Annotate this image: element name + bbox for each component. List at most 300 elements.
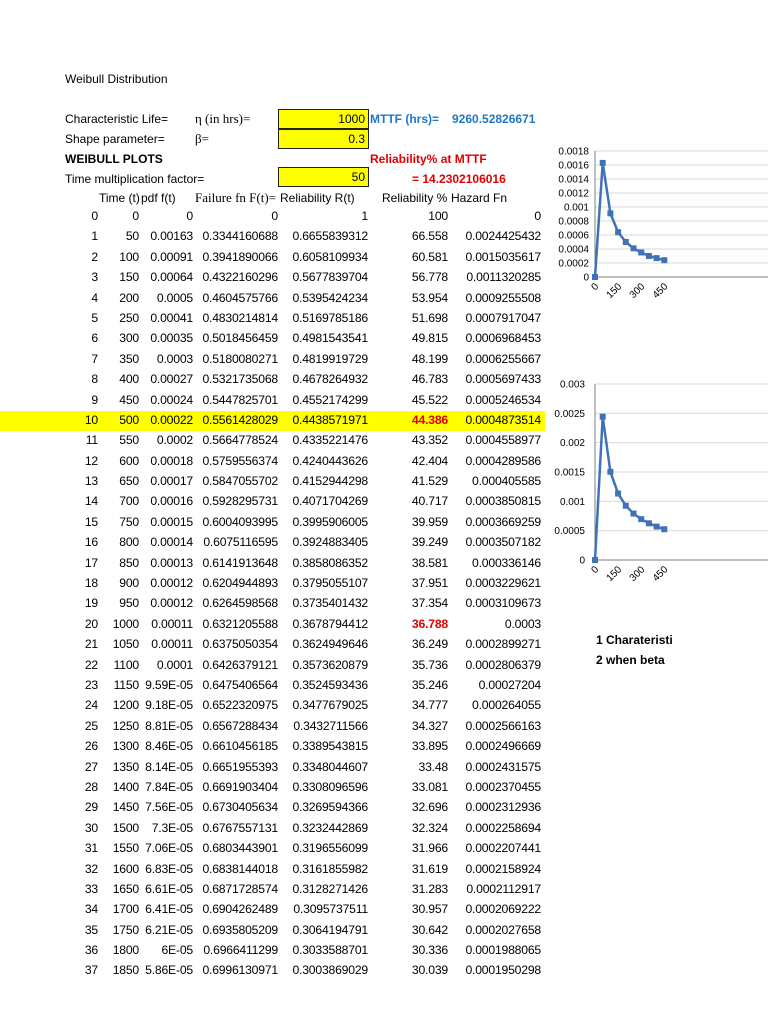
table-cell[interactable]: 0.6691903404 (202, 779, 278, 794)
table-cell[interactable]: 19 (84, 596, 98, 611)
table-cell[interactable]: 48.199 (411, 351, 448, 366)
data-point (592, 557, 598, 563)
table-cell[interactable]: 0.6141913648 (202, 555, 278, 570)
table-cell[interactable]: 0.3678794412 (292, 616, 368, 631)
table-cell[interactable]: 1050 (112, 637, 139, 652)
table-cell[interactable]: 1800 (112, 943, 139, 958)
table-cell[interactable]: 1150 (113, 677, 139, 692)
table-cell[interactable]: 900 (119, 576, 139, 591)
table-cell[interactable]: 0.4604575766 (202, 290, 278, 305)
table-cell[interactable]: 0.5395424234 (292, 290, 368, 305)
table-cell[interactable]: 30.957 (411, 902, 448, 917)
table-cell[interactable]: 29 (84, 800, 98, 815)
y-tick-label: 0 (579, 555, 585, 567)
beta-label: β= (195, 131, 209, 146)
table-cell[interactable]: 100 (119, 249, 139, 264)
table-cell[interactable]: 0.6730405634 (202, 800, 278, 815)
table-row (0, 778, 545, 798)
header-hazard: Hazard Fn (451, 191, 508, 205)
table-cell[interactable]: 0.6475406564 (202, 677, 278, 692)
table-cell[interactable]: 0.0003507182 (465, 535, 541, 550)
table-cell[interactable]: 0.6058109934 (292, 249, 368, 264)
time-mult-input[interactable]: 50 (278, 167, 369, 187)
table-cell[interactable]: 0.0002069222 (465, 902, 541, 917)
table-cell[interactable]: 8 (91, 372, 98, 387)
table-cell[interactable]: 0.6375050354 (202, 637, 278, 652)
table-cell[interactable]: 0.000264055 (472, 698, 541, 713)
char-life-label: Characteristic Life= (65, 112, 169, 126)
table-cell[interactable]: 350 (119, 351, 139, 366)
table-cell[interactable]: 60.581 (411, 249, 448, 264)
table-cell[interactable]: 800 (119, 535, 139, 550)
table-cell[interactable]: 0.6651955393 (202, 759, 278, 774)
table-cell[interactable]: 24 (84, 698, 98, 713)
table-cell[interactable]: 9.18E-05 (145, 698, 193, 713)
table-cell[interactable]: 0.3064194791 (292, 922, 368, 937)
table-cell[interactable]: 1600 (112, 861, 139, 876)
table-cell[interactable]: 0.6426379121 (202, 657, 278, 672)
table-cell[interactable]: 1550 (112, 841, 139, 856)
table-cell[interactable]: 8.81E-05 (145, 718, 193, 733)
table-cell[interactable]: 500 (119, 412, 139, 427)
table-cell[interactable]: 1700 (112, 902, 139, 917)
table-cell[interactable]: 0.0002899271 (465, 637, 541, 652)
table-cell[interactable]: 0.6904262489 (202, 902, 278, 917)
table-cell[interactable]: 34.777 (411, 698, 448, 713)
table-cell[interactable]: 0.6075116595 (203, 535, 278, 550)
table-cell[interactable]: 0.0024425432 (465, 229, 541, 244)
table-cell[interactable]: 0.0003850815 (465, 494, 541, 509)
table-cell[interactable]: 35.736 (411, 657, 448, 672)
table-row (0, 880, 545, 900)
table-cell[interactable]: 10 (84, 412, 98, 427)
table-cell[interactable]: 0.4819919729 (292, 351, 368, 366)
table-cell[interactable]: 0.00016 (150, 494, 193, 509)
table-cell[interactable]: 1400 (112, 779, 139, 794)
table-cell[interactable]: 0.3924883405 (292, 535, 368, 550)
table-cell[interactable]: 0 (534, 209, 541, 223)
table-cell[interactable]: 0.6610456185 (202, 739, 278, 754)
table-cell[interactable]: 14 (84, 494, 98, 509)
table-cell[interactable]: 0.3161855982 (292, 861, 368, 876)
beta-input[interactable]: 0.3 (278, 129, 369, 149)
table-cell[interactable]: 0.4678264932 (292, 372, 368, 387)
table-cell[interactable]: 0.0015035617 (465, 249, 541, 264)
table-cell[interactable]: 0.6803443901 (202, 841, 278, 856)
table-cell[interactable]: 5 (91, 310, 98, 325)
table-cell[interactable]: 0.00027204 (478, 677, 541, 692)
table-cell[interactable]: 37.354 (411, 596, 448, 611)
table-cell[interactable]: 0.0002370455 (465, 779, 541, 794)
table-cell[interactable]: 0.3348044607 (292, 759, 368, 774)
table-cell[interactable]: 0.5321735068 (202, 372, 278, 387)
table-cell[interactable]: 6.83E-05 (145, 861, 193, 876)
table-cell[interactable]: 0.0003229621 (465, 576, 541, 591)
table-cell[interactable]: 7.3E-05 (151, 820, 193, 835)
table-cell[interactable]: 0.00027 (150, 372, 193, 387)
y-tick-label: 0.002 (559, 438, 585, 450)
mttf-value: 9260.52826671 (452, 112, 536, 126)
table-cell[interactable]: 0.00015 (150, 514, 193, 529)
table-cell[interactable]: 31.619 (411, 861, 448, 876)
table-row (0, 921, 545, 941)
table-cell[interactable]: 39.959 (411, 514, 448, 529)
table-cell[interactable]: 0.5169785186 (292, 310, 368, 325)
table-cell[interactable]: 0.0001988065 (465, 943, 541, 958)
table-cell[interactable]: 0.5928295731 (202, 494, 278, 509)
table-cell[interactable]: 0.3432711566 (293, 718, 368, 733)
table-cell[interactable]: 0.0002312936 (465, 800, 541, 815)
table-cell[interactable]: 0.000405585 (472, 474, 541, 489)
table-cell[interactable]: 1300 (112, 739, 139, 754)
table-cell[interactable]: 0.3941890066 (202, 249, 278, 264)
table-cell[interactable]: 0.0003669259 (465, 514, 541, 529)
table-cell[interactable]: 0.0005 (156, 290, 193, 305)
table-cell[interactable]: 0.0002806379 (465, 657, 541, 672)
table-cell[interactable]: 45.522 (411, 392, 448, 407)
hazard-chart (545, 372, 768, 604)
table-cell[interactable]: 1000 (112, 616, 139, 631)
table-cell[interactable]: 13 (84, 474, 98, 489)
table-cell[interactable]: 32.324 (411, 820, 448, 835)
table-cell[interactable]: 6E-05 (161, 943, 193, 958)
table-row (0, 676, 545, 696)
table-cell[interactable]: 0.6004093995 (202, 514, 278, 529)
table-cell[interactable]: 9 (91, 392, 98, 407)
table-cell[interactable]: 0.00011 (151, 616, 193, 631)
table-row (0, 635, 545, 655)
table-cell[interactable]: 0.4335221476 (292, 433, 368, 448)
y-tick-label: 0.0005 (554, 526, 585, 538)
table-cell[interactable]: 400 (119, 372, 139, 387)
table-cell[interactable]: 0.0002112917 (466, 881, 541, 896)
table-cell[interactable]: 44.386 (411, 412, 448, 427)
table-cell[interactable]: 0.0003 (156, 351, 193, 366)
table-cell[interactable]: 0.0002158924 (465, 861, 541, 876)
table-cell[interactable]: 0.0002566163 (465, 718, 541, 733)
table-cell[interactable]: 6.21E-05 (145, 922, 193, 937)
table-cell[interactable]: 0.3389543815 (292, 739, 368, 754)
table-cell[interactable]: 0.0004558977 (465, 433, 541, 448)
table-cell[interactable]: 0.5677839704 (292, 270, 368, 285)
table-cell[interactable]: 8.46E-05 (145, 739, 193, 754)
table-cell[interactable]: 0.00017 (150, 474, 193, 489)
table-cell[interactable]: 0.0011320285 (466, 270, 541, 285)
table-cell[interactable]: 8.14E-05 (145, 759, 193, 774)
table-cell[interactable]: 300 (119, 331, 139, 346)
table-cell[interactable]: 0.3344160688 (202, 229, 278, 244)
table-row (0, 391, 545, 411)
table-cell[interactable]: 0.3095737511 (293, 902, 368, 917)
table-cell[interactable]: 1 (361, 209, 368, 223)
table-cell[interactable]: 7.56E-05 (145, 800, 193, 815)
table-cell[interactable]: 0.0004289586 (465, 453, 541, 468)
table-cell[interactable]: 31 (84, 841, 98, 856)
table-cell[interactable]: 0.3795055107 (292, 576, 368, 591)
header-reliability: Reliability R(t) (280, 191, 355, 205)
table-cell[interactable]: 0.5664778524 (202, 433, 278, 448)
table-cell[interactable]: 0.6966411299 (203, 943, 278, 958)
table-cell[interactable]: 1850 (112, 963, 139, 978)
table-cell[interactable]: 0.6264598568 (202, 596, 278, 611)
table-cell[interactable]: 53.954 (411, 290, 448, 305)
table-cell[interactable]: 0.00014 (150, 535, 193, 550)
table-cell[interactable]: 0.0006255667 (465, 351, 541, 366)
table-cell[interactable]: 100 (428, 209, 448, 223)
table-cell[interactable]: 30.642 (411, 922, 448, 937)
table-cell[interactable]: 56.778 (411, 270, 448, 285)
table-cell[interactable]: 0.0001 (156, 657, 193, 672)
table-cell[interactable]: 66.558 (411, 229, 448, 244)
table-row (0, 798, 545, 818)
table-cell[interactable]: 49.815 (411, 331, 448, 346)
table-cell[interactable]: 750 (119, 514, 139, 529)
table-cell[interactable]: 0.0006968453 (465, 331, 541, 346)
table-cell[interactable]: 0.000336146 (472, 555, 541, 570)
table-cell[interactable]: 0.4552174299 (292, 392, 368, 407)
table-cell[interactable]: 0.5018456459 (202, 331, 278, 346)
table-cell[interactable]: 1100 (113, 657, 139, 672)
table-cell[interactable]: 0.6567288434 (202, 718, 278, 733)
table-row (0, 227, 545, 247)
table-cell[interactable]: 34 (84, 902, 98, 917)
table-cell[interactable]: 0.3196556099 (292, 841, 368, 856)
data-point (654, 524, 660, 530)
data-point (654, 255, 660, 261)
table-cell[interactable]: 30 (84, 820, 98, 835)
header-pdf: pdf f(t) (141, 191, 176, 205)
table-cell[interactable]: 33 (84, 881, 98, 896)
table-cell[interactable]: 2 (91, 249, 98, 264)
table-cell[interactable]: 40.717 (411, 494, 448, 509)
table-cell[interactable]: 1250 (112, 718, 139, 733)
table-cell[interactable]: 18 (84, 576, 98, 591)
table-cell[interactable]: 0.3269594366 (292, 800, 368, 815)
table-cell[interactable]: 0.3858086352 (292, 555, 368, 570)
table-cell[interactable]: 0.0007917047 (465, 310, 541, 325)
table-cell[interactable]: 33.081 (411, 779, 448, 794)
note-2: 2 when beta (596, 653, 665, 667)
table-cell[interactable]: 30.336 (411, 943, 448, 958)
table-cell[interactable]: 1200 (112, 698, 139, 713)
table-cell[interactable]: 36.249 (411, 637, 448, 652)
table-cell[interactable]: 32 (84, 861, 98, 876)
table-cell[interactable]: 0.00013 (150, 555, 193, 570)
table-cell[interactable]: 0.4240443626 (292, 453, 368, 468)
table-cell[interactable]: 6.61E-05 (145, 881, 193, 896)
table-cell[interactable]: 0.0002207441 (465, 841, 541, 856)
y-tick-label: 0.0014 (558, 174, 589, 186)
eta-input[interactable]: 1000 (278, 109, 369, 129)
x-tick-label: 0 (589, 281, 602, 294)
table-cell[interactable]: 22 (84, 657, 98, 672)
table-cell[interactable]: 3 (91, 270, 98, 285)
x-tick-label: 150 (604, 564, 625, 584)
table-cell[interactable]: 0.6871728574 (202, 881, 278, 896)
table-cell[interactable]: 950 (119, 596, 139, 611)
table-cell[interactable]: 7.84E-05 (145, 779, 193, 794)
table-cell[interactable]: 32.696 (411, 800, 448, 815)
table-cell[interactable]: 4 (91, 290, 98, 305)
table-row (0, 513, 545, 533)
table-cell[interactable]: 31.283 (411, 881, 448, 896)
table-cell[interactable]: 28 (84, 779, 98, 794)
table-cell[interactable]: 9.59E-05 (145, 677, 193, 692)
table-cell[interactable]: 15 (84, 514, 98, 529)
table-cell[interactable]: 41.529 (411, 474, 448, 489)
table-cell[interactable]: 0.00011 (151, 637, 193, 652)
table-cell[interactable]: 26 (84, 739, 98, 754)
table-cell[interactable]: 1450 (112, 800, 139, 815)
table-cell[interactable]: 0.0003109673 (465, 596, 541, 611)
table-cell[interactable]: 33.895 (411, 739, 448, 754)
table-cell[interactable]: 0.00012 (150, 596, 193, 611)
table-cell[interactable]: 0.3232442869 (292, 820, 368, 835)
table-cell[interactable]: 0.6767557131 (202, 820, 278, 835)
table-cell[interactable]: 650 (119, 474, 139, 489)
table-cell[interactable]: 250 (119, 310, 139, 325)
table-cell[interactable]: 0.0002496669 (465, 739, 541, 754)
table-cell[interactable]: 0 (271, 209, 278, 223)
table-cell[interactable]: 0.5759556374 (202, 453, 278, 468)
table-cell[interactable]: 0.0009255508 (465, 290, 541, 305)
table-cell[interactable]: 30.039 (411, 963, 448, 978)
table-cell[interactable]: 7.06E-05 (145, 841, 193, 856)
table-cell[interactable]: 550 (119, 433, 139, 448)
table-cell[interactable]: 0 (186, 209, 193, 223)
table-cell[interactable]: 31.966 (411, 841, 448, 856)
table-cell[interactable]: 7 (91, 351, 98, 366)
table-cell[interactable]: 0.0003 (504, 616, 541, 631)
table-cell[interactable]: 0.00012 (150, 576, 193, 591)
table-cell[interactable]: 46.783 (411, 372, 448, 387)
table-cell[interactable]: 0.3624949646 (292, 637, 368, 652)
table-cell[interactable]: 12 (84, 453, 98, 468)
table-cell[interactable]: 0.0005246534 (465, 392, 541, 407)
table-cell[interactable]: 0.4071704269 (292, 494, 368, 509)
table-cell[interactable]: 1350 (112, 759, 139, 774)
table-cell[interactable]: 0.0002431575 (465, 759, 541, 774)
x-tick-label: 450 (650, 281, 671, 301)
table-cell[interactable]: 0.3573620879 (292, 657, 368, 672)
table-cell[interactable]: 36 (84, 943, 98, 958)
table-cell[interactable]: 0.3735401432 (292, 596, 368, 611)
table-cell[interactable]: 1750 (112, 922, 139, 937)
table-cell[interactable]: 0.6996130971 (202, 963, 278, 978)
table-cell[interactable]: 36.788 (411, 616, 448, 631)
table-cell[interactable]: 0.4981543541 (292, 331, 368, 346)
table-cell[interactable]: 0.00091 (150, 249, 193, 264)
table-cell[interactable]: 0.5180080271 (202, 351, 278, 366)
table-cell[interactable]: 0.5447825701 (202, 392, 278, 407)
table-cell[interactable]: 17 (84, 555, 98, 570)
table-cell[interactable]: 0.0002027658 (465, 922, 541, 937)
table-cell[interactable]: 200 (119, 290, 139, 305)
table-cell[interactable]: 16 (84, 535, 98, 550)
table-cell[interactable]: 0.6321205588 (202, 616, 278, 631)
table-cell[interactable]: 150 (119, 270, 139, 285)
table-cell[interactable]: 0.6935805209 (202, 922, 278, 937)
table-cell[interactable]: 0.3995906005 (292, 514, 368, 529)
table-cell[interactable]: 50 (125, 229, 139, 244)
table-cell[interactable]: 11 (85, 433, 98, 448)
table-cell[interactable]: 25 (84, 718, 98, 733)
table-cell[interactable]: 23 (84, 677, 98, 692)
table-cell[interactable]: 51.698 (411, 310, 448, 325)
table-row (0, 411, 545, 431)
table-cell[interactable]: 0.0005697433 (465, 372, 541, 387)
table-cell[interactable]: 0.00022 (150, 412, 193, 427)
table-cell[interactable]: 33.48 (418, 759, 448, 774)
table-cell[interactable]: 6 (91, 331, 98, 346)
table-cell[interactable]: 0.00064 (150, 270, 193, 285)
table-cell[interactable]: 35.246 (411, 677, 448, 692)
table-cell[interactable]: 1500 (112, 820, 139, 835)
table-cell[interactable]: 450 (119, 392, 139, 407)
table-cell[interactable]: 0.4322160296 (202, 270, 278, 285)
table-cell[interactable]: 0.6655839312 (292, 229, 368, 244)
x-tick-label: 450 (650, 564, 671, 584)
table-cell[interactable]: 0.00024 (150, 392, 193, 407)
table-cell[interactable]: 20 (84, 616, 98, 631)
table-cell[interactable]: 0.0002 (156, 433, 193, 448)
table-cell[interactable]: 5.86E-05 (145, 963, 193, 978)
table-cell[interactable]: 0.5847055702 (202, 474, 278, 489)
table-cell[interactable]: 43.352 (411, 433, 448, 448)
table-cell[interactable]: 600 (119, 453, 139, 468)
table-cell[interactable]: 0.4438571971 (292, 412, 368, 427)
table-cell[interactable]: 0.0002258694 (465, 820, 541, 835)
table-cell[interactable]: 42.404 (411, 453, 448, 468)
table-cell[interactable]: 0.0001950298 (465, 963, 541, 978)
table-cell[interactable]: 0.3003869029 (292, 963, 368, 978)
table-cell[interactable]: 27 (84, 759, 98, 774)
table-cell[interactable]: 21 (84, 637, 98, 652)
table-cell[interactable]: 0.4830214814 (202, 310, 278, 325)
table-cell[interactable]: 0.4152944298 (292, 474, 368, 489)
table-cell[interactable]: 37.951 (411, 576, 448, 591)
data-point (615, 491, 621, 497)
table-cell[interactable]: 0 (91, 209, 98, 223)
table-cell[interactable]: 39.249 (411, 535, 448, 550)
table-cell[interactable]: 1650 (112, 881, 139, 896)
table-cell[interactable]: 0.00163 (150, 229, 193, 244)
table-cell[interactable]: 0 (132, 209, 139, 223)
table-cell[interactable]: 0.00018 (150, 453, 193, 468)
table-row (0, 839, 545, 859)
table-cell[interactable]: 0.3128271426 (292, 881, 368, 896)
table-cell[interactable]: 38.581 (411, 555, 448, 570)
table-cell[interactable]: 0.3033588701 (292, 943, 368, 958)
table-cell[interactable]: 35 (84, 922, 98, 937)
table-cell[interactable]: 700 (119, 494, 139, 509)
table-cell[interactable]: 34.327 (411, 718, 448, 733)
table-cell[interactable]: 0.00035 (150, 331, 193, 346)
table-cell[interactable]: 0.6838144018 (202, 861, 278, 876)
table-cell[interactable]: 0.0004873514 (465, 412, 541, 427)
table-cell[interactable]: 0.6522320975 (202, 698, 278, 713)
table-cell[interactable]: 850 (119, 555, 139, 570)
table-cell[interactable]: 37 (84, 963, 98, 978)
table-cell[interactable]: 0.00041 (150, 310, 193, 325)
table-cell[interactable]: 6.41E-05 (145, 902, 193, 917)
table-cell[interactable]: 0.3308096596 (292, 779, 368, 794)
table-cell[interactable]: 0.5561428029 (202, 412, 278, 427)
table-cell[interactable]: 0.3477679025 (292, 698, 368, 713)
table-cell[interactable]: 1 (91, 229, 98, 244)
table-cell[interactable]: 0.3524593436 (292, 677, 368, 692)
table-cell[interactable]: 0.6204944893 (202, 576, 278, 591)
